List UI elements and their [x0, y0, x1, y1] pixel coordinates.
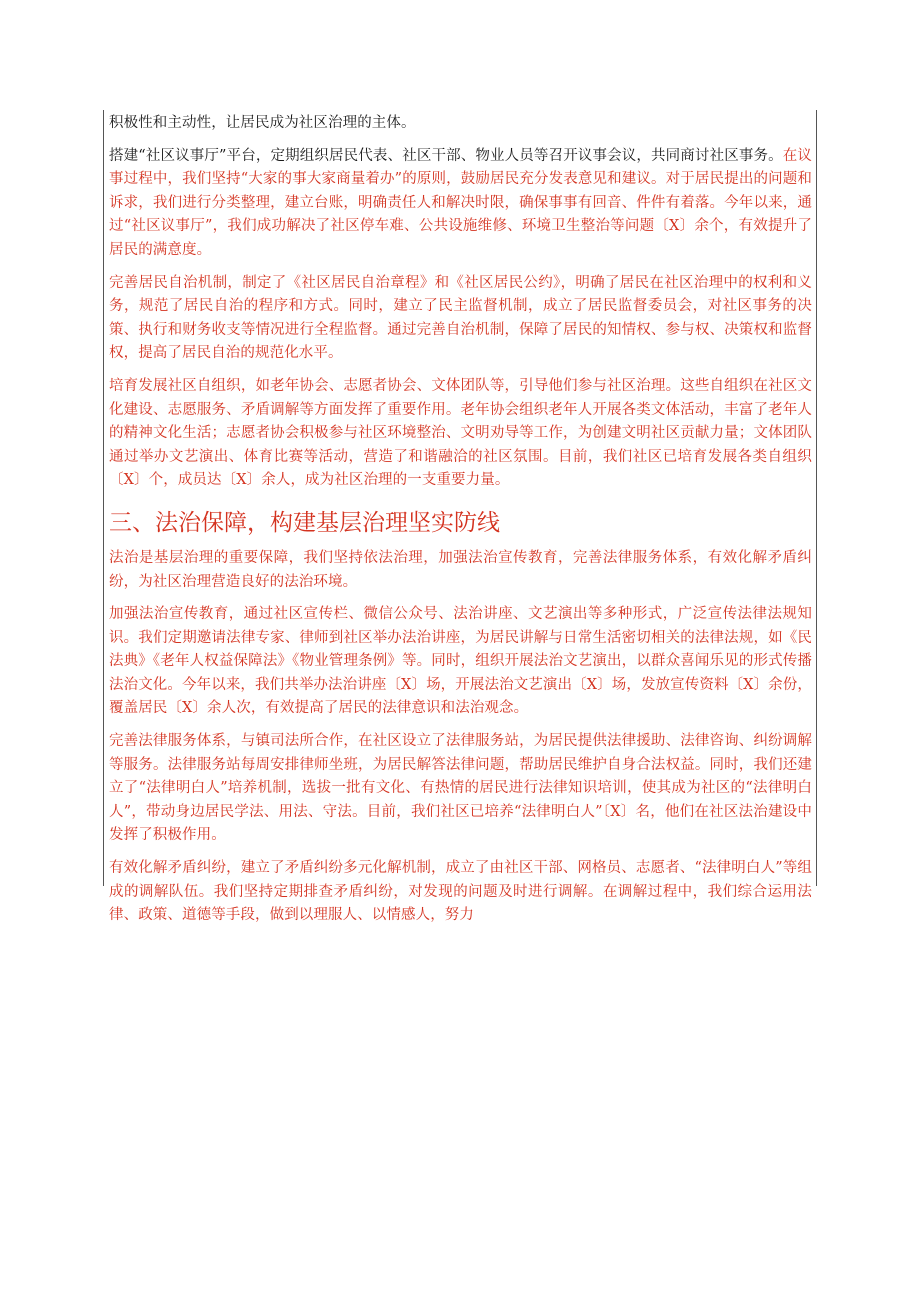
paragraph	[109, 272, 812, 366]
paragraph-text: 搭建“社区议事厅”平台，定期组织居民代表、社区干部、物业人员等召开议事会议，共同商讨社区事务。	[109, 147, 783, 164]
paragraph	[109, 112, 812, 136]
paragraph	[109, 603, 812, 721]
paragraph	[109, 375, 812, 493]
paragraph-text: 积极性和主动性，让居民成为社区治理的主体。	[109, 115, 416, 131]
paragraph	[109, 145, 812, 263]
paragraph-text-highlight: 培育发展社区自组织，如老年协会、志愿者协会、文体团队等，引导他们参与社区治理。这些自组织在社区文化建设、志愿服务、矛盾调解等方面发挥了重要作用。老年协会组织老年人开展各类文体活动，丰富了老年人的精神文化生活；志愿者协会积极参与社区环境整治、文明劝导等工作，为创建文明社区贡献力量；文体团队通过举办文艺演出、体育比赛等活动，营造了和谐融洽的社区氛围。目前，我们社区已培育发展各类自组织〔X〕个，成员达〔X〕余人，成为社区治理的一支重要力量。	[109, 377, 812, 489]
paragraph-text-highlight: 加强法治宣传教育，通过社区宣传栏、微信公众号、法治讲座、文艺演出等多种形式，广泛宣传法律法规知识。我们定期邀请法律专家、律师到社区举办法治讲座，为居民讲解与日常生活密切相关的法律法规，如《民法典》《老年人权益保障法》《物业管理条例》等。同时，组织开展法治文艺演出，以群众喜闻乐见的形式传播法治文化。今年以来，我们共举办法治讲座〔X〕场，开展法治文艺演出〔X〕场，发放宣传资料〔X〕余份，覆盖居民〔X〕余人次，有效提高了居民的法律意识和法治观念。	[109, 606, 812, 717]
paragraph-text-highlight: 在议事过程中，我们坚持“大家的事大家商量着办”的原则，鼓励居民充分发表意见和建议。对于居民提出的问题和诉求，我们进行分类整理，建立台账，明确责任人和解决时限，确保事事有回音、件件有着落。今年以来，通过“社区议事厅”，我们成功解决了社区停车难、公共设施维修、环境卫生整治等问题〔X〕余个，有效提升了居民的满意度。	[109, 147, 812, 258]
document-body	[103, 110, 817, 924]
paragraph-text-highlight: 有效化解矛盾纠纷，建立了矛盾纠纷多元化解机制，成立了由社区干部、网格员、志愿者、“法律明白人”等组成的调解队伍。我们坚持定期排查矛盾纠纷，对发现的问题及时进行调解。在调解过程中，我们综合运用法律、政策、道德等手段，做到以理服人、以情感人，努力	[109, 860, 812, 924]
paragraph	[109, 730, 812, 848]
paragraph	[109, 857, 812, 928]
paragraph	[109, 547, 812, 594]
paragraph-text-highlight: 完善法律服务体系，与镇司法所合作，在社区设立了法律服务站，为居民提供法律援助、法律咨询、纠纷调解等服务。法律服务站每周安排律师坐班，为居民解答法律问题，帮助居民维护自身合法权益。同时，我们还建立了“法律明白人”培养机制，选拔一批有文化、有热情的居民进行法律知识培训，使其成为社区的“法律明白人”，带动身边居民学法、用法、守法。目前，我们社区已培养“法律明白人”〔X〕名，他们在社区法治建设中发挥了积极作用。	[109, 733, 812, 844]
paragraph-text-highlight: 完善居民自治机制，制定了《社区居民自治章程》和《社区居民公约》，明确了居民在社区治理中的权利和义务，规范了居民自治的程序和方式。同时，建立了民主监督机制，成立了居民监督委员会，对社区事务的决策、执行和财务收支等情况进行全程监督。通过完善自治机制，保障了居民的知情权、参与权、决策权和监督权，提高了居民自治的规范化水平。	[109, 274, 812, 362]
paragraph-text-highlight: 法治是基层治理的重要保障，我们坚持依法治理，加强法治宣传教育，完善法律服务体系，有效化解矛盾纠纷，为社区治理营造良好的法治环境。	[109, 549, 812, 590]
section-heading: 三、法治保障，构建基层治理坚实防线	[109, 509, 500, 536]
